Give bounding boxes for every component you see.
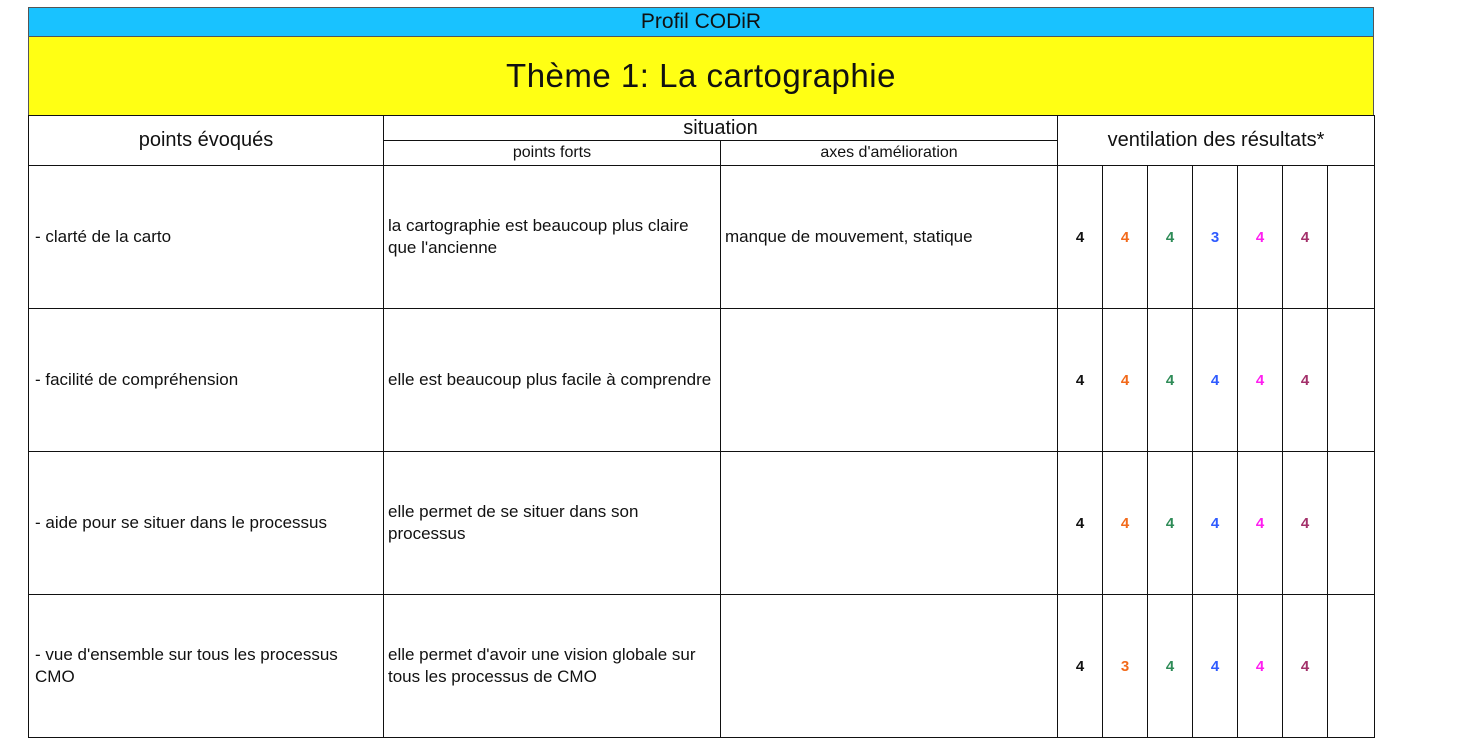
score-cell: 4 (1148, 452, 1193, 595)
score-cell: 4 (1148, 595, 1193, 738)
score-cell: 4 (1193, 309, 1238, 452)
axes-amelioration-cell (721, 595, 1058, 738)
score-cell: 4 (1148, 166, 1193, 309)
score-cell: 4 (1238, 452, 1283, 595)
score-cell: 4 (1283, 166, 1328, 309)
points-forts-cell: elle permet de se situer dans son processus (384, 452, 721, 595)
score-cell (1328, 166, 1375, 309)
score-cell: 4 (1148, 309, 1193, 452)
axes-amelioration-cell (721, 452, 1058, 595)
point-evoque-cell: - vue d'ensemble sur tous les processus CMO (29, 595, 384, 738)
header-situation: situation (384, 116, 1058, 141)
score-cell: 3 (1103, 595, 1148, 738)
score-cell: 4 (1283, 309, 1328, 452)
score-cell: 4 (1058, 452, 1103, 595)
score-cell: 4 (1283, 452, 1328, 595)
points-forts-cell: elle permet d'avoir une vision globale sur tous les processus de CMO (384, 595, 721, 738)
score-cell: 4 (1283, 595, 1328, 738)
score-cell: 4 (1193, 595, 1238, 738)
table-row (29, 452, 1375, 595)
point-evoque-cell: - facilité de compréhension (29, 309, 384, 452)
score-cell: 4 (1238, 309, 1283, 452)
score-cell: 4 (1058, 309, 1103, 452)
score-cell: 4 (1058, 166, 1103, 309)
points-forts-cell: la cartographie est beaucoup plus claire que l'ancienne (384, 166, 721, 309)
score-cell: 4 (1238, 595, 1283, 738)
table-row (29, 309, 1375, 452)
header-points-forts: points forts (384, 141, 721, 166)
header-points-evoques: points évoqués (29, 116, 384, 166)
header-ventilation: ventilation des résultats* (1058, 116, 1375, 166)
score-cell: 4 (1103, 309, 1148, 452)
results-table (28, 115, 1375, 738)
header-axes-amelioration: axes d'amélioration (721, 141, 1058, 166)
table-row (29, 595, 1375, 738)
points-forts-cell: elle est beaucoup plus facile à comprendre (384, 309, 721, 452)
score-cell: 4 (1058, 595, 1103, 738)
score-cell: 4 (1103, 166, 1148, 309)
score-cell (1328, 452, 1375, 595)
profile-title: Profil CODiR (28, 7, 1374, 37)
score-cell: 4 (1103, 452, 1148, 595)
score-cell: 3 (1193, 166, 1238, 309)
point-evoque-cell: - aide pour se situer dans le processus (29, 452, 384, 595)
point-evoque-cell: - clarté de la carto (29, 166, 384, 309)
score-cell (1328, 309, 1375, 452)
score-cell: 4 (1238, 166, 1283, 309)
axes-amelioration-cell: manque de mouvement, statique (721, 166, 1058, 309)
results-sheet (28, 7, 1374, 739)
table-row (29, 166, 1375, 309)
score-cell (1328, 595, 1375, 738)
score-cell: 4 (1193, 452, 1238, 595)
axes-amelioration-cell (721, 309, 1058, 452)
theme-title: Thème 1: La cartographie (28, 37, 1374, 115)
